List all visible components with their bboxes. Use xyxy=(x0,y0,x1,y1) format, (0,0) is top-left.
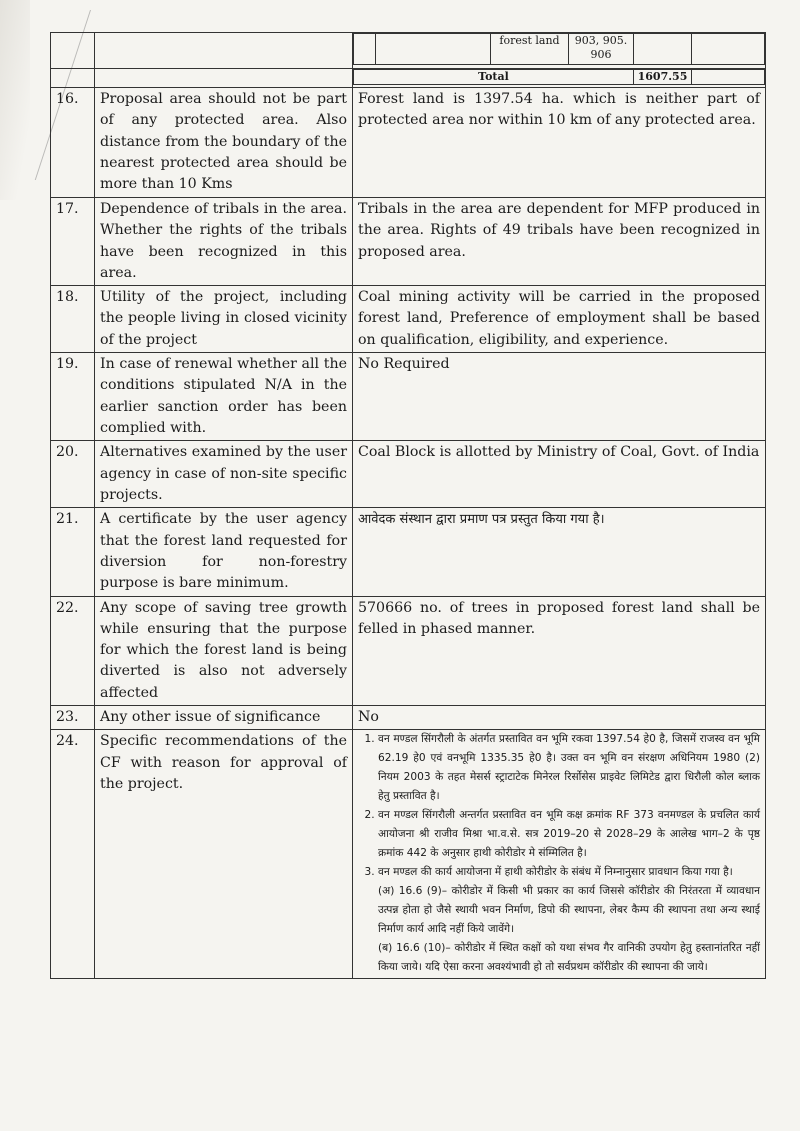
details-table xyxy=(50,32,766,979)
total-label: Total xyxy=(354,70,634,85)
table-row xyxy=(51,198,766,286)
table-row xyxy=(51,88,766,198)
recommendations-cell xyxy=(353,730,766,979)
recommendation-item: 1. वन मण्डल सिंगरौली के अंतर्गत प्रस्तावित वन भूमि रकवा 1397.54 हे0 है, जिसमें राजस्व वन भूमि 62.19 हे0 एवं वनभूमि 1335.35 हे0 है। उक्त वन भूमि वन संरक्षण अधिनियम 1980 (2) नियम 2003 के तहत मेसर्स स्ट्राटाटेक मिनेरल रिर्सोसेस प्राइवेट लिमिटेड द्वारा धिरौली कोल ब्लाक हेतु प्रस्तावित है। xyxy=(378,730,760,806)
row-number: 23. xyxy=(51,706,95,730)
row-answer: Coal Block is allotted by Ministry of Coal, Govt. of India xyxy=(353,441,766,508)
table-row-recommendations xyxy=(51,730,766,979)
table-row xyxy=(51,508,766,596)
recommendations-list xyxy=(358,730,760,977)
provision-b: (ब) 16.6 (10)– कोरीडोर में स्थित कक्षों को यथा संभव गैर वानिकी उपयोग हेतु हस्तानांतरित नहीं किया जाये। यदि ऐसा करना अवश्यंभावी हो तो सर्वप्रथम कॉरीडोर की स्थापना की जाये। xyxy=(378,942,760,974)
row-number: 16. xyxy=(51,88,95,198)
row-number: 18. xyxy=(51,286,95,353)
total-row xyxy=(51,69,766,88)
row-number: 21. xyxy=(51,508,95,596)
row-number: 19. xyxy=(51,353,95,441)
row-answer: No Required xyxy=(353,353,766,441)
total-subtable xyxy=(353,69,765,85)
table-row xyxy=(51,596,766,705)
land-subtable-row xyxy=(354,34,765,65)
row-question: In case of renewal whether all the conditions stipulated N/A in the earlier sanction order has been complied with. xyxy=(95,353,353,441)
table-row xyxy=(51,706,766,730)
compartment-cell: 903, 905. 906 xyxy=(569,34,634,65)
provision-a: (अ) 16.6 (9)– कोरीडोर में किसी भी प्रकार का कार्य जिससे कॉरीडोर की निरंतरता में व्यावधान उत्पन्न होता हो जैसे स्थायी भवन निर्माण, डिपो की स्थापना, लेबर कैम्प की स्थापना तथा अन्य स्थाई निर्माण कार्य आदि नहीं किये जावेंगे। xyxy=(378,885,760,936)
row-question: Any scope of saving tree growth while ensuring that the purpose for which the forest land is being diverted is also not adversely affected xyxy=(95,596,353,705)
row-number: 24. xyxy=(51,730,95,979)
row-question: Proposal area should not be part of any protected area. Also distance from the boundary of the nearest protected area should be more than 10 Kms xyxy=(95,88,353,198)
row-number: 20. xyxy=(51,441,95,508)
row-number: 22. xyxy=(51,596,95,705)
row-answer: Coal mining activity will be carried in the proposed forest land, Preference of employment shall be based on qualification, eligibility, and experience. xyxy=(353,286,766,353)
table-row xyxy=(51,286,766,353)
row-number: 17. xyxy=(51,198,95,286)
land-type-cell: forest land xyxy=(491,34,569,65)
continuation-row xyxy=(51,33,766,69)
table-row xyxy=(51,441,766,508)
row-question: Specific recommendations of the CF with reason for approval of the project. xyxy=(95,730,353,979)
row-question: Utility of the project, including the people living in closed vicinity of the project xyxy=(95,286,353,353)
row-answer: 570666 no. of trees in proposed forest land shall be felled in phased manner. xyxy=(353,596,766,705)
row-answer: No xyxy=(353,706,766,730)
recommendation-item xyxy=(378,863,760,977)
row-question: Alternatives examined by the user agency in case of non-site specific projects. xyxy=(95,441,353,508)
row-answer: आवेदक संस्थान द्वारा प्रमाण पत्र प्रस्तुत किया गया है। xyxy=(353,508,766,596)
recommendation-item-text: वन मण्डल की कार्य आयोजना में हाथी कोरीडोर के संबंध में निम्नानुसार प्रावधान किया गया है। xyxy=(378,866,733,879)
total-value: 1607.55 xyxy=(634,70,692,85)
recommendation-item: 2. वन मण्डल सिंगरौली अन्तर्गत प्रस्तावित वन भूमि कक्ष क्रमांक RF 373 वनमण्डल के प्रचलित कार्य आयोजना श्री राजीव मिश्रा भा.व.से. सत्र 2019–20 से 2028–29 के आलेख भाग–2 के पृष्ठ क्रमांक 442 के अनुसार हाथी कोरीडोर मे संम्मिलित है। xyxy=(378,806,760,863)
row-question: Any other issue of significance xyxy=(95,706,353,730)
row-question: A certificate by the user agency that the forest land requested for diversion for non-forestry purpose is bare minimum. xyxy=(95,508,353,596)
land-subtable-cell xyxy=(353,33,766,69)
row-answer: Tribals in the area are dependent for MFP produced in the area. Rights of 49 tribals have been recognized in proposed area. xyxy=(353,198,766,286)
row-question: Dependence of tribals in the area. Whether the rights of the tribals have been recognized in this area. xyxy=(95,198,353,286)
table-row xyxy=(51,353,766,441)
row-answer: Forest land is 1397.54 ha. which is neither part of protected area nor within 10 km of any protected area. xyxy=(353,88,766,198)
land-subtable xyxy=(353,33,765,65)
